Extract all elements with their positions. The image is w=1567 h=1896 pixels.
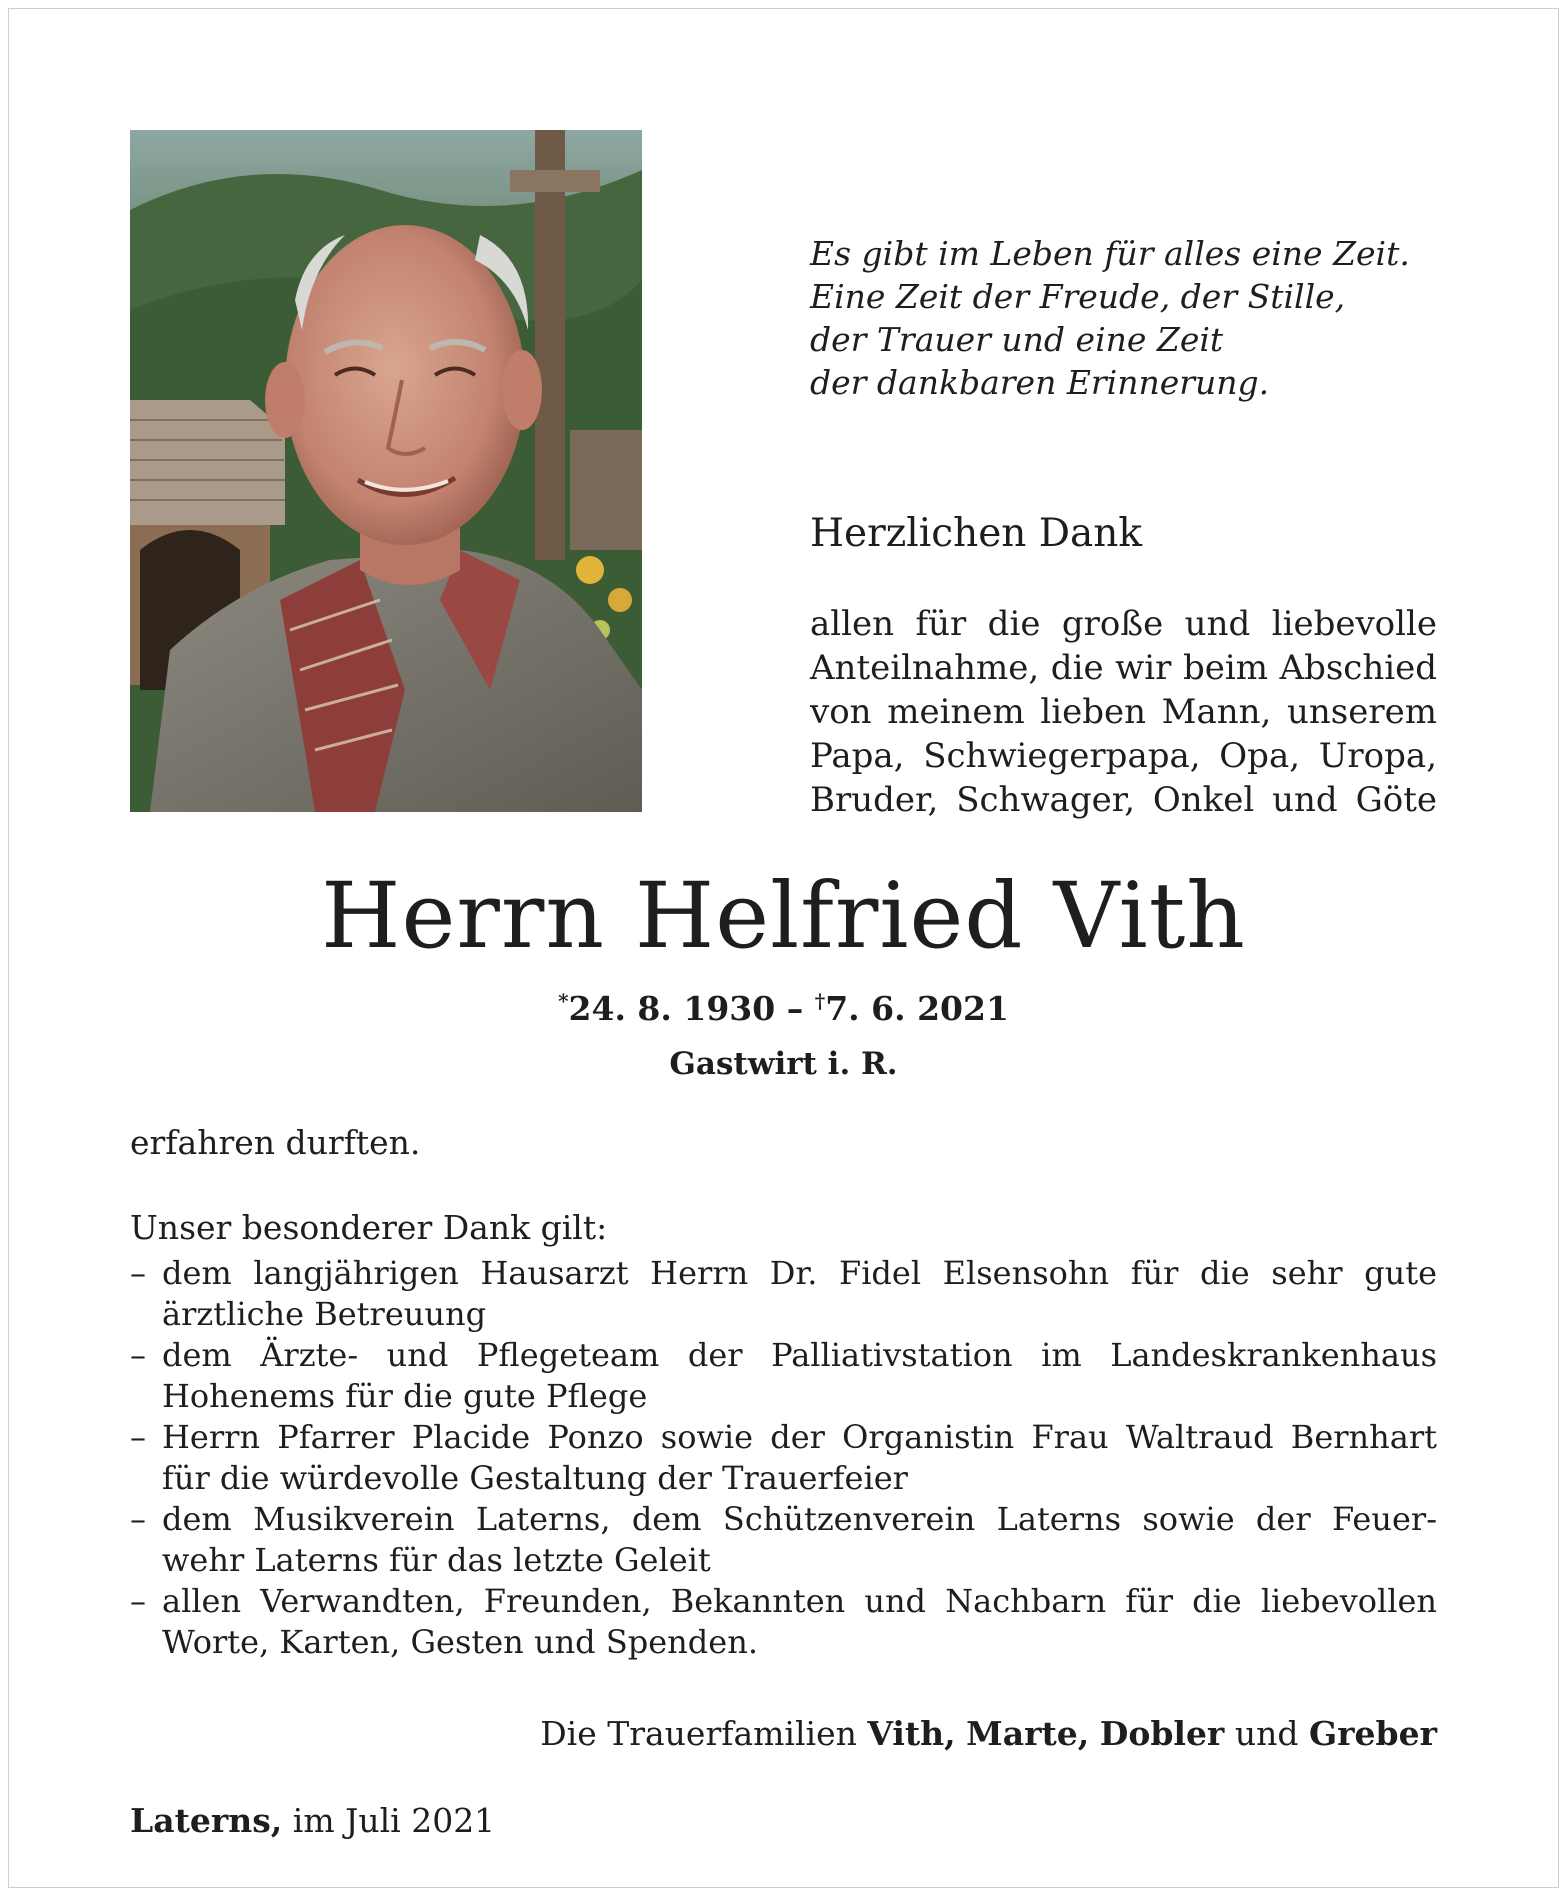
profession: Gastwirt i. R. [669,1046,898,1082]
thanks-intro-line: Bruder, Schwager, Onkel und Göte [810,780,1437,820]
list-item [130,1581,1437,1663]
date-separator: – [786,989,804,1028]
list-dash: – [130,1582,146,1620]
list-item-line: Worte, Karten, Gesten und Spenden. [162,1623,758,1661]
list-item-line: Herrn Pfarrer Placide Ponzo sowie der Organistin Frau Waltraud Bernhart [162,1418,1437,1456]
families-conjunction: und [1234,1714,1299,1753]
birth-date: 24. 8. 1930 [568,989,776,1028]
life-dates [0,988,1567,1030]
poem-line: Eine Zeit der Freude, der Stille, [810,277,1346,316]
thanks-intro-line: von meinem lieben Mann, unserem [810,692,1437,732]
list-item-line: dem Ärzte- und Pflegeteam der Palliativstation im Landeskrankenhaus [162,1336,1437,1374]
special-thanks-list [130,1253,1437,1663]
thanks-heading: Herzlichen Dank [810,511,1143,556]
family-name: Dobler [1099,1714,1225,1753]
list-item-line: ärztliche Betreuung [162,1295,487,1333]
family-name: Greber [1308,1714,1437,1753]
family-name: Vith, [867,1714,956,1753]
date: im Juli 2021 [292,1801,496,1840]
place: Laterns, [130,1801,283,1840]
list-item-line: allen Verwandten, Freunden, Bekannten und Nachbarn für die liebevollen [162,1582,1437,1620]
poem-line: der Trauer und eine Zeit [810,320,1224,359]
portrait-photo [130,130,642,812]
thanks-intro-line: Anteilnahme, die wir beim Abschied [810,648,1437,688]
thanks-intro-line: Papa, Schwiegerpapa, Opa, Uropa, [810,736,1437,776]
poem [810,232,1450,404]
death-date: 7. 6. 2021 [825,989,1009,1028]
thanks-intro-line: allen für die große und liebevolle [810,604,1437,644]
family-name: Marte, [966,1714,1090,1753]
list-item-line: dem Musikverein Laterns, dem Schützenverein Laterns sowie der Feuer- [162,1500,1437,1538]
families-prefix: Die Trauerfamilien [540,1714,857,1753]
poem-line: der dankbaren Erinnerung. [810,363,1270,402]
mourning-families [540,1713,1437,1755]
death-symbol: † [814,989,826,1013]
list-item [130,1499,1437,1581]
portrait-illustration [130,130,642,812]
list-item-line: Hohenems für die gute Pflege [162,1377,648,1415]
list-item [130,1417,1437,1499]
list-dash: – [130,1336,146,1374]
list-item [130,1335,1437,1417]
list-item-line: dem langjährigen Hausarzt Herrn Dr. Fidel Elsensohn für die sehr gute [162,1254,1437,1292]
list-item [130,1253,1437,1335]
list-dash: – [130,1254,146,1292]
list-item-line: wehr Laterns für das letzte Geleit [162,1541,711,1579]
thanks-continuation: erfahren durften. [130,1123,421,1162]
birth-symbol: * [558,989,569,1013]
thanks-intro [810,602,1437,822]
list-dash: – [130,1418,146,1456]
poem-line: Es gibt im Leben für alles eine Zeit. [810,234,1410,273]
place-date [130,1800,495,1842]
special-thanks-heading: Unser besonderer Dank gilt: [130,1208,608,1247]
list-dash: – [130,1500,146,1538]
deceased-name: Herrn Helfried Vith [321,864,1246,969]
list-item-line: für die würdevolle Gestaltung der Trauerfeier [162,1459,908,1497]
